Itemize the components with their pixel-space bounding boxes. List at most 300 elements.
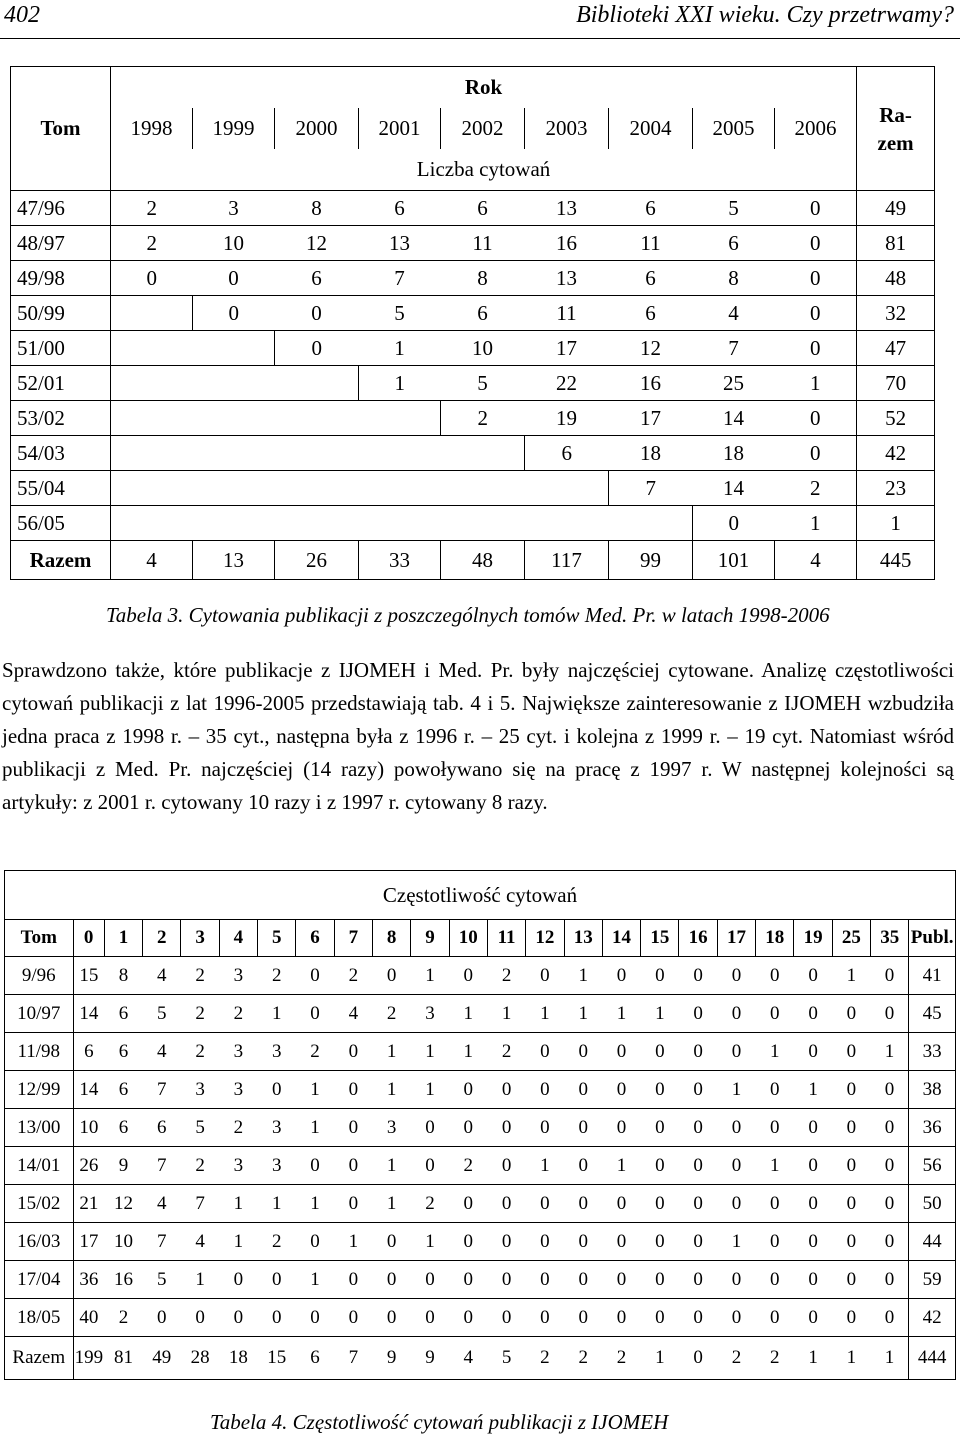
table4-cell: 0 bbox=[717, 995, 755, 1033]
table3-row bbox=[11, 296, 935, 331]
table4-cell: 0 bbox=[334, 1109, 372, 1147]
table4-cell: 0 bbox=[679, 1109, 717, 1147]
table4-row-tom: 18/05 bbox=[5, 1299, 74, 1337]
table4-cell: 0 bbox=[526, 1033, 564, 1071]
table4-cell: 1 bbox=[871, 1033, 909, 1071]
table3-cell: 0 bbox=[775, 191, 857, 226]
table3-cell: 0 bbox=[775, 261, 857, 296]
table4-cell: 2 bbox=[219, 995, 257, 1033]
table4-cell: 1 bbox=[425, 964, 435, 986]
table4-cell: 0 bbox=[487, 1109, 525, 1147]
table4-cell: 0 bbox=[641, 1071, 679, 1109]
table4-cell: 0 bbox=[871, 1147, 909, 1185]
table3-row bbox=[11, 366, 935, 401]
table4-total-cell: 18 bbox=[219, 1337, 257, 1380]
table4-cell: 1 bbox=[846, 964, 857, 986]
table4-cell: 0 bbox=[717, 1109, 755, 1147]
table4-cell: 0 bbox=[884, 964, 895, 986]
table4-cell: 0 bbox=[181, 1299, 219, 1337]
table4-cell: 0 bbox=[564, 1109, 602, 1147]
table3-cell: 18 bbox=[609, 436, 693, 471]
table3-cell: 17 bbox=[525, 331, 609, 366]
table3-cell: 6 bbox=[441, 296, 525, 331]
table4-cell: 0 bbox=[808, 964, 818, 986]
table4-cell: 0 bbox=[693, 964, 703, 986]
table4-cell: 1 bbox=[578, 964, 588, 986]
table4-cell: 0 bbox=[679, 1071, 717, 1109]
table4-cell: 7 bbox=[143, 1147, 181, 1185]
table3-row-razem: 1 bbox=[857, 506, 935, 541]
table3-rok-header: Rok bbox=[111, 67, 857, 109]
table4-total-cell: 2 bbox=[564, 1337, 602, 1380]
table4-cell: 0 bbox=[564, 1223, 602, 1261]
table3-total-cell: 99 bbox=[609, 541, 693, 580]
table4-cell: 0 bbox=[717, 1185, 755, 1223]
table3-total-cell: 101 bbox=[693, 541, 775, 580]
table4-row bbox=[5, 1223, 956, 1261]
table4-col-freq: 8 bbox=[372, 920, 410, 957]
table3-cell: 8 bbox=[693, 261, 775, 296]
table3-cell: 14 bbox=[693, 401, 775, 436]
table4-cell: 0 bbox=[655, 964, 665, 986]
table4-row bbox=[5, 1185, 956, 1223]
table4-cell: 0 bbox=[334, 1299, 372, 1337]
table4-cell: 14 bbox=[73, 995, 104, 1033]
table4-cell: 0 bbox=[411, 1261, 449, 1299]
table4-cell: 7 bbox=[181, 1185, 219, 1223]
table4-cell: 1 bbox=[449, 995, 487, 1033]
table4-cell: 1 bbox=[296, 1109, 334, 1147]
table3-total-row bbox=[11, 541, 935, 580]
table3-year-2005: 2005 bbox=[693, 108, 775, 149]
table4-row-tom: 12/99 bbox=[5, 1071, 74, 1109]
table4-row-publ: 44 bbox=[909, 1223, 956, 1261]
table4-cell: 3 bbox=[233, 964, 244, 986]
table3-body bbox=[11, 191, 935, 541]
table4-col-freq: 16 bbox=[679, 920, 717, 957]
table4-cell: 2 bbox=[487, 1033, 525, 1071]
table4-cell: 1 bbox=[411, 1223, 449, 1261]
table4-cell: 6 bbox=[104, 1109, 142, 1147]
table4-total-row bbox=[5, 1337, 956, 1380]
table4-cell: 1 bbox=[756, 1033, 794, 1071]
table4-cell: 0 bbox=[871, 1299, 909, 1337]
table4-cell: 0 bbox=[487, 1223, 525, 1261]
table-3-citations-by-volume bbox=[10, 66, 935, 580]
page-number: 402 bbox=[4, 2, 40, 28]
table4-cell: 0 bbox=[463, 964, 474, 986]
table3-cell: 7 bbox=[609, 471, 693, 506]
table4-cell: 0 bbox=[334, 1071, 372, 1109]
table4-cell: 0 bbox=[794, 1033, 832, 1071]
table3-year-2006: 2006 bbox=[775, 108, 857, 149]
table4-cell: 1 bbox=[449, 1033, 487, 1071]
table4-cell: 1 bbox=[219, 1185, 257, 1223]
table4-cell: 0 bbox=[871, 1109, 909, 1147]
table4-cell: 6 bbox=[104, 1033, 142, 1071]
table4-cell: 0 bbox=[794, 1147, 832, 1185]
table3-row bbox=[11, 226, 935, 261]
table4-total-cell: 199 bbox=[73, 1337, 104, 1380]
table3-blank-area bbox=[111, 366, 359, 401]
table-4-caption: Tabela 4. Częstotliwość cytowań publikacji z IJOMEH bbox=[210, 1410, 669, 1434]
table3-row-tom: 51/00 bbox=[11, 331, 111, 366]
table3-row-razem: 32 bbox=[857, 296, 935, 331]
table4-col-freq: 14 bbox=[602, 920, 640, 957]
table4-cell: 36 bbox=[73, 1261, 104, 1299]
table3-row bbox=[11, 506, 935, 541]
table3-row-razem: 49 bbox=[857, 191, 935, 226]
table3-cell: 6 bbox=[609, 296, 693, 331]
table4-cell: 5 bbox=[143, 995, 181, 1033]
table4-row bbox=[5, 995, 956, 1033]
table4-cell: 0 bbox=[641, 1223, 679, 1261]
table3-cell: 5 bbox=[693, 191, 775, 226]
table4-total-cell: 6 bbox=[296, 1337, 334, 1380]
table4-row bbox=[5, 1299, 956, 1337]
table3-total-cell: 13 bbox=[193, 541, 275, 580]
table4-cell: 0 bbox=[717, 1299, 755, 1337]
table4-col-freq: 15 bbox=[641, 920, 679, 957]
table3-row bbox=[11, 436, 935, 471]
table4-cell: 0 bbox=[602, 1109, 640, 1147]
table4-cell: 1 bbox=[372, 1147, 410, 1185]
table4-cell: 0 bbox=[602, 1223, 640, 1261]
table4-cell: 3 bbox=[258, 1109, 296, 1147]
table4-col-freq: 35 bbox=[871, 920, 909, 957]
table3-row-tom: 49/98 bbox=[11, 261, 111, 296]
table4-total-cell: 1 bbox=[794, 1337, 832, 1380]
table3-cell: 8 bbox=[441, 261, 525, 296]
table4-total-cell: 1 bbox=[641, 1337, 679, 1380]
table4-cell: 0 bbox=[679, 1261, 717, 1299]
table3-cell: 10 bbox=[441, 331, 525, 366]
table4-cell: 0 bbox=[411, 1299, 449, 1337]
table4-cell: 0 bbox=[756, 1109, 794, 1147]
table3-cell: 5 bbox=[441, 366, 525, 401]
table4-cell: 0 bbox=[296, 1299, 334, 1337]
table4-col-freq: 7 bbox=[334, 920, 372, 957]
table4-cell: 0 bbox=[616, 964, 627, 986]
table3-cell: 0 bbox=[775, 436, 857, 471]
table4-cell: 1 bbox=[296, 1261, 334, 1299]
table3-cell: 2 bbox=[775, 471, 857, 506]
table4-cell: 1 bbox=[334, 1223, 372, 1261]
table3-cell: 7 bbox=[693, 331, 775, 366]
table4-total-label: Razem bbox=[5, 1337, 74, 1380]
table4-cell: 0 bbox=[641, 1147, 679, 1185]
table4-cell: 1 bbox=[181, 1261, 219, 1299]
table4-col-freq: 2 bbox=[143, 920, 181, 957]
table3-row bbox=[11, 471, 935, 506]
table3-cell: 2 bbox=[111, 226, 193, 261]
table4-cell: 0 bbox=[832, 1185, 870, 1223]
table4-row bbox=[5, 1147, 956, 1185]
table3-row-razem: 42 bbox=[857, 436, 935, 471]
table4-cell: 40 bbox=[73, 1299, 104, 1337]
table3-cell: 4 bbox=[693, 296, 775, 331]
table3-year-2001: 2001 bbox=[359, 108, 441, 149]
table3-cell: 6 bbox=[359, 191, 441, 226]
table3-liczba-header: Liczba cytowań bbox=[111, 149, 857, 191]
table4-cell: 0 bbox=[602, 1185, 640, 1223]
table4-total-cell: 49 bbox=[143, 1337, 181, 1380]
table4-col-freq: 10 bbox=[449, 920, 487, 957]
table4-cell: 0 bbox=[679, 1223, 717, 1261]
table4-cell: 0 bbox=[679, 1033, 717, 1071]
table4-cell: 2 bbox=[501, 964, 512, 986]
table4-row-publ: 33 bbox=[909, 1033, 956, 1071]
table3-row bbox=[11, 191, 935, 226]
table4-cell: 0 bbox=[526, 1109, 564, 1147]
table3-blank-area bbox=[111, 331, 275, 366]
table4-cell: 1 bbox=[296, 1185, 334, 1223]
table4-cell: 0 bbox=[832, 995, 870, 1033]
running-header bbox=[0, 0, 960, 39]
table4-cell: 12 bbox=[104, 1185, 142, 1223]
table3-cell: 0 bbox=[275, 296, 359, 331]
table4-cell: 0 bbox=[564, 1185, 602, 1223]
table3-cell: 14 bbox=[693, 471, 775, 506]
table4-row-tom: 11/98 bbox=[5, 1033, 74, 1071]
table4-cell: 7 bbox=[143, 1223, 181, 1261]
table4-cell: 0 bbox=[334, 1261, 372, 1299]
table4-row-tom: 13/00 bbox=[5, 1109, 74, 1147]
table4-row-publ: 45 bbox=[909, 995, 956, 1033]
table4-cell: 1 bbox=[526, 995, 564, 1033]
table4-cell: 3 bbox=[219, 1033, 257, 1071]
table3-cell: 0 bbox=[775, 226, 857, 261]
table4-total-cell: 28 bbox=[181, 1337, 219, 1380]
table4-total-cell: 81 bbox=[104, 1337, 142, 1380]
table4-cell: 1 bbox=[487, 995, 525, 1033]
table4-col-publ: Publ. bbox=[909, 920, 956, 957]
table4-cell: 1 bbox=[602, 995, 640, 1033]
table4-total-cell: 5 bbox=[487, 1337, 525, 1380]
table4-cell: 0 bbox=[449, 1185, 487, 1223]
table4-cell: 4 bbox=[181, 1223, 219, 1261]
table3-year-1998: 1998 bbox=[111, 108, 193, 149]
table4-total-cell: 1 bbox=[871, 1337, 909, 1380]
table4-cell: 3 bbox=[372, 1109, 410, 1147]
table3-total-cell: 4 bbox=[111, 541, 193, 580]
table4-total-cell: 2 bbox=[602, 1337, 640, 1380]
table3-total-cell: 33 bbox=[359, 541, 441, 580]
table4-col-freq: 19 bbox=[794, 920, 832, 957]
table3-cell: 6 bbox=[441, 191, 525, 226]
table4-cell: 1 bbox=[372, 1071, 410, 1109]
table4-cell: 9 bbox=[104, 1147, 142, 1185]
table3-total-cell: 4 bbox=[775, 541, 857, 580]
table4-cell: 2 bbox=[181, 995, 219, 1033]
table3-blank-area bbox=[111, 401, 441, 436]
table4-total-cell: 9 bbox=[411, 1337, 449, 1380]
table4-cell: 0 bbox=[564, 1299, 602, 1337]
table4-cell: 3 bbox=[219, 1147, 257, 1185]
table4-cell: 0 bbox=[526, 1185, 564, 1223]
table4-cell: 0 bbox=[219, 1299, 257, 1337]
table4-row-tom: 15/02 bbox=[5, 1185, 74, 1223]
table3-cell: 0 bbox=[775, 331, 857, 366]
table4-cell: 1 bbox=[526, 1147, 564, 1185]
table4-cell: 0 bbox=[871, 1071, 909, 1109]
table4-cell: 1 bbox=[794, 1071, 832, 1109]
table3-cell: 6 bbox=[275, 261, 359, 296]
table4-cell: 0 bbox=[832, 1223, 870, 1261]
table3-cell: 13 bbox=[359, 226, 441, 261]
table4-cell: 10 bbox=[73, 1109, 104, 1147]
table4-cell: 2 bbox=[181, 1033, 219, 1071]
table4-cell: 4 bbox=[157, 964, 167, 986]
table4-row-tom: 16/03 bbox=[5, 1223, 74, 1261]
table4-cell: 0 bbox=[871, 1185, 909, 1223]
table4-cell: 0 bbox=[602, 1033, 640, 1071]
table4-total-cell: 15 bbox=[258, 1337, 296, 1380]
table4-cell: 1 bbox=[258, 995, 296, 1033]
table3-years-row bbox=[11, 108, 935, 149]
table4-total-cell: 0 bbox=[679, 1337, 717, 1380]
table3-cell: 13 bbox=[525, 261, 609, 296]
table3-cell: 0 bbox=[775, 401, 857, 436]
table4-row bbox=[5, 1261, 956, 1299]
table4-cell: 26 bbox=[73, 1147, 104, 1185]
table3-year-2002: 2002 bbox=[441, 108, 525, 149]
table4-cell: 3 bbox=[258, 1147, 296, 1185]
table4-cell: 1 bbox=[258, 1185, 296, 1223]
table4-cell: 0 bbox=[679, 1185, 717, 1223]
table4-cell: 2 bbox=[411, 1185, 449, 1223]
table3-row-tom: 56/05 bbox=[11, 506, 111, 541]
table3-cell: 7 bbox=[359, 261, 441, 296]
razem-head-line1: Ra- bbox=[879, 102, 912, 127]
table3-total-cell: 26 bbox=[275, 541, 359, 580]
table4-col-freq: 5 bbox=[258, 920, 296, 957]
table4-col-freq: 1 bbox=[104, 920, 142, 957]
table4-cell: 0 bbox=[871, 1223, 909, 1261]
table4-cell: 1 bbox=[641, 995, 679, 1033]
table3-cell: 0 bbox=[111, 261, 193, 296]
table4-col-freq: 12 bbox=[526, 920, 564, 957]
table4-cell: 4 bbox=[143, 1185, 181, 1223]
table4-cell: 0 bbox=[717, 1261, 755, 1299]
table4-col-freq: 25 bbox=[832, 920, 870, 957]
table4-cell: 0 bbox=[487, 1071, 525, 1109]
table4-row-publ: 50 bbox=[909, 1185, 956, 1223]
table4-cell: 0 bbox=[334, 1185, 372, 1223]
table4-cell: 2 bbox=[181, 1147, 219, 1185]
table4-row bbox=[5, 957, 956, 995]
table3-cell: 16 bbox=[525, 226, 609, 261]
table4-cell: 0 bbox=[794, 1299, 832, 1337]
table3-cell: 22 bbox=[525, 366, 609, 401]
table3-cell: 2 bbox=[441, 401, 525, 436]
table4-cell: 0 bbox=[717, 1147, 755, 1185]
table4-cell: 2 bbox=[258, 1223, 296, 1261]
table4-cell: 0 bbox=[679, 995, 717, 1033]
table4-cell: 0 bbox=[296, 1223, 334, 1261]
table4-cell: 0 bbox=[296, 995, 334, 1033]
table3-row-tom: 54/03 bbox=[11, 436, 111, 471]
table4-cell: 1 bbox=[411, 1033, 449, 1071]
table3-row-razem: 48 bbox=[857, 261, 935, 296]
table4-cell: 0 bbox=[832, 1261, 870, 1299]
table3-row-razem: 47 bbox=[857, 331, 935, 366]
table4-cell: 0 bbox=[731, 964, 742, 986]
table4-grand-total: 444 bbox=[909, 1337, 956, 1380]
table4-cell: 1 bbox=[372, 1033, 410, 1071]
table4-cell: 0 bbox=[143, 1299, 181, 1337]
table4-cell: 2 bbox=[104, 1299, 142, 1337]
table4-cell: 0 bbox=[372, 1299, 410, 1337]
table4-cell: 14 bbox=[73, 1071, 104, 1109]
table4-cell: 1 bbox=[372, 1185, 410, 1223]
table4-cell: 6 bbox=[104, 1071, 142, 1109]
table4-cell: 0 bbox=[526, 1261, 564, 1299]
table4-cell: 0 bbox=[679, 1299, 717, 1337]
table4-cell: 0 bbox=[756, 1261, 794, 1299]
table4-cell: 0 bbox=[487, 1299, 525, 1337]
table4-row-publ: 41 bbox=[909, 957, 956, 995]
table4-cell: 6 bbox=[104, 995, 142, 1033]
table4-col-tom: Tom bbox=[5, 920, 74, 957]
table4-cell: 0 bbox=[832, 1147, 870, 1185]
table4-total-cell: 4 bbox=[449, 1337, 487, 1380]
table3-razem-header bbox=[857, 67, 935, 191]
table4-cell: 0 bbox=[540, 964, 550, 986]
table3-cell: 25 bbox=[693, 366, 775, 401]
table4-cell: 2 bbox=[195, 964, 205, 986]
table3-row-tom: 52/01 bbox=[11, 366, 111, 401]
table3-cell: 6 bbox=[525, 436, 609, 471]
table4-cell: 0 bbox=[871, 995, 909, 1033]
table3-row-tom: 55/04 bbox=[11, 471, 111, 506]
table4-row bbox=[5, 1033, 956, 1071]
table4-cell: 0 bbox=[258, 1299, 296, 1337]
table-4-citation-frequency bbox=[4, 870, 956, 1380]
table4-cell: 0 bbox=[794, 1261, 832, 1299]
table4-col-freq: 9 bbox=[411, 920, 449, 957]
table3-cell: 0 bbox=[193, 261, 275, 296]
table4-cell: 0 bbox=[832, 1033, 870, 1071]
table4-cell: 8 bbox=[118, 964, 129, 986]
table4-cell: 0 bbox=[386, 964, 397, 986]
table3-cell: 5 bbox=[359, 296, 441, 331]
table3-cell: 3 bbox=[193, 191, 275, 226]
table4-col-freq: 6 bbox=[296, 920, 334, 957]
table4-cell: 0 bbox=[641, 1261, 679, 1299]
table4-cell: 0 bbox=[449, 1071, 487, 1109]
table3-cell: 17 bbox=[609, 401, 693, 436]
table4-cell: 0 bbox=[564, 1147, 602, 1185]
table3-total-label: Razem bbox=[11, 541, 111, 580]
table4-cell: 0 bbox=[871, 1261, 909, 1299]
table4-row-tom: 17/04 bbox=[5, 1261, 74, 1299]
table4-cell: 6 bbox=[73, 1033, 104, 1071]
table4-cell: 2 bbox=[296, 1033, 334, 1071]
table4-cell: 10 bbox=[104, 1223, 142, 1261]
table4-cell: 0 bbox=[641, 1299, 679, 1337]
table4-cell: 3 bbox=[411, 995, 449, 1033]
table3-cell: 11 bbox=[609, 226, 693, 261]
table4-cell: 0 bbox=[641, 1109, 679, 1147]
table4-row-publ: 36 bbox=[909, 1109, 956, 1147]
table4-cell: 1 bbox=[717, 1223, 755, 1261]
table3-cell: 13 bbox=[525, 191, 609, 226]
table4-cell: 0 bbox=[602, 1299, 640, 1337]
table4-row-publ: 56 bbox=[909, 1147, 956, 1185]
table3-cell: 1 bbox=[359, 366, 441, 401]
table3-cell: 8 bbox=[275, 191, 359, 226]
